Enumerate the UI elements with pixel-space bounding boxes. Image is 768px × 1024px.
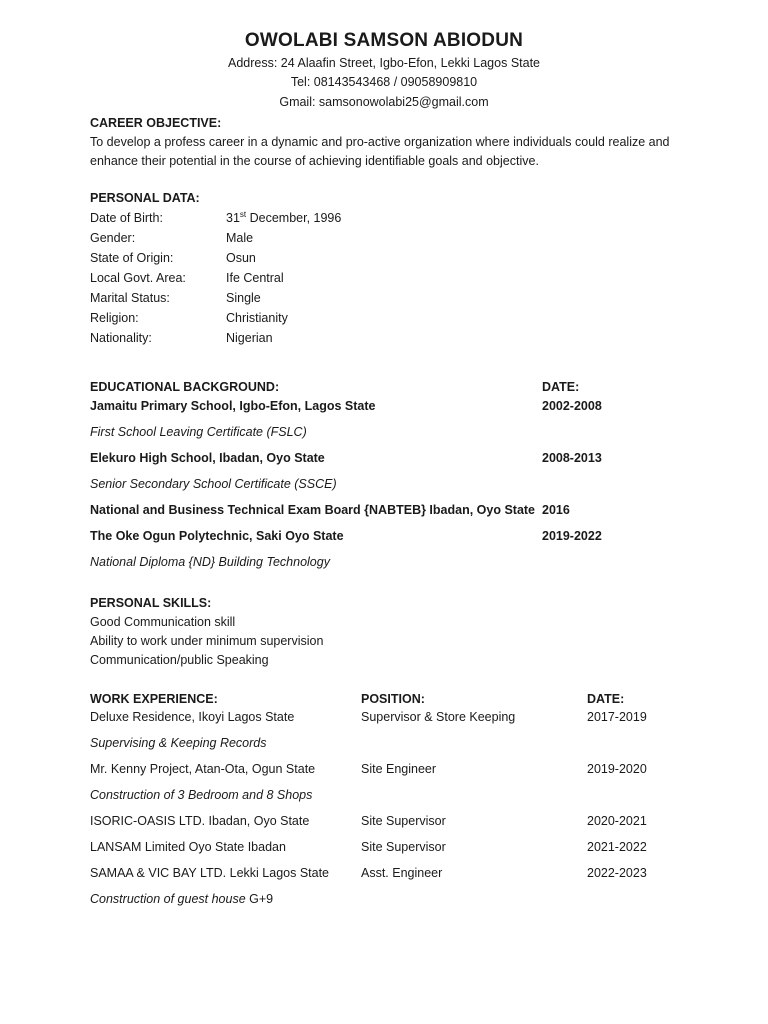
- state-of-origin-label: State of Origin:: [90, 251, 174, 265]
- dob-rest: December, 1996: [246, 211, 342, 225]
- skill-item: Good Communication skill: [90, 615, 236, 629]
- dob-value: [226, 211, 341, 225]
- work-date: 2017-2019: [587, 710, 647, 724]
- work-company: Mr. Kenny Project, Atan-Ota, Ogun State: [90, 762, 316, 776]
- religion-value: Christianity: [226, 311, 288, 325]
- work-position: Site Engineer: [361, 762, 437, 776]
- nationality-label: Nationality:: [90, 331, 152, 345]
- work-final-note-italic: Construction of guest house: [90, 892, 246, 906]
- education-date-heading: DATE:: [542, 380, 580, 394]
- marital-status-value: Single: [226, 291, 261, 305]
- dob-day: 31: [226, 211, 240, 225]
- marital-status-label: Marital Status:: [90, 291, 170, 305]
- address-line: Address: 24 Alaafin Street, Igbo-Efon, Lekki Lagos State: [228, 56, 540, 70]
- career-objective-heading: CAREER OBJECTIVE:: [90, 116, 222, 130]
- gender-value: Male: [226, 231, 254, 245]
- religion-label: Religion:: [90, 311, 139, 325]
- education-certificate: Senior Secondary School Certificate (SSCE): [90, 477, 337, 491]
- work-final-note: [90, 892, 273, 906]
- education-school: National and Business Technical Exam Board {NABTEB} Ibadan, Oyo State: [90, 503, 536, 517]
- work-position-heading: POSITION:: [361, 692, 425, 706]
- applicant-name: OWOLABI SAMSON ABIODUN: [244, 30, 524, 51]
- work-date: 2022-2023: [587, 866, 647, 880]
- lga-value: Ife Central: [226, 271, 284, 285]
- education-date: 2008-2013: [542, 451, 602, 465]
- nationality-value: Nigerian: [226, 331, 273, 345]
- education-date: 2019-2022: [542, 529, 602, 543]
- work-date: 2021-2022: [587, 840, 647, 854]
- personal-data-heading: PERSONAL DATA:: [90, 191, 200, 205]
- work-date-heading: DATE:: [587, 692, 625, 706]
- education-certificate: First School Leaving Certificate (FSLC): [90, 425, 307, 439]
- work-company: Deluxe Residence, Ikoyi Lagos State: [90, 710, 295, 724]
- work-final-note-plain: G+9: [245, 892, 274, 906]
- career-objective-text: To develop a profess career in a dynamic and pro-active organization where individuals could realize and enhance their potential in the course of achieving identifiable goals and objective.: [90, 135, 670, 168]
- tel-line: Tel: 08143543468 / 09058909810: [290, 75, 478, 89]
- work-position: Site Supervisor: [361, 840, 446, 854]
- work-company: ISORIC-OASIS LTD. Ibadan, Oyo State: [90, 814, 310, 828]
- work-note: Construction of 3 Bedroom and 8 Shops: [90, 788, 313, 802]
- education-date: 2002-2008: [542, 399, 602, 413]
- work-date: 2020-2021: [587, 814, 647, 828]
- education-school: The Oke Ogun Polytechnic, Saki Oyo State: [90, 529, 344, 543]
- work-position: Site Supervisor: [361, 814, 446, 828]
- gmail-line: Gmail: samsonowolabi25@gmail.com: [279, 95, 489, 109]
- skills-heading: PERSONAL SKILLS:: [90, 596, 212, 610]
- education-school: Jamaitu Primary School, Igbo-Efon, Lagos State: [90, 399, 376, 413]
- work-company: SAMAA & VIC BAY LTD. Lekki Lagos State: [90, 866, 330, 880]
- education-school: Elekuro High School, Ibadan, Oyo State: [90, 451, 325, 465]
- work-note: Supervising & Keeping Records: [90, 736, 267, 750]
- work-position: Supervisor & Store Keeping: [361, 710, 516, 724]
- state-of-origin-value: Osun: [226, 251, 256, 265]
- work-position: Asst. Engineer: [361, 866, 443, 880]
- education-heading: EDUCATIONAL BACKGROUND:: [90, 380, 280, 394]
- work-company: LANSAM Limited Oyo State Ibadan: [90, 840, 286, 854]
- work-date: 2019-2020: [587, 762, 647, 776]
- lga-label: Local Govt. Area:: [90, 271, 186, 285]
- skill-item: Ability to work under minimum supervision: [90, 634, 324, 648]
- education-certificate: National Diploma {ND} Building Technology: [90, 555, 330, 569]
- dob-label: Date of Birth:: [90, 211, 163, 225]
- work-heading: WORK EXPERIENCE:: [90, 692, 218, 706]
- skill-item: Communication/public Speaking: [90, 653, 269, 667]
- dob-suffix: st: [239, 209, 247, 219]
- gender-label: Gender:: [90, 231, 136, 245]
- education-date: 2016: [542, 503, 570, 517]
